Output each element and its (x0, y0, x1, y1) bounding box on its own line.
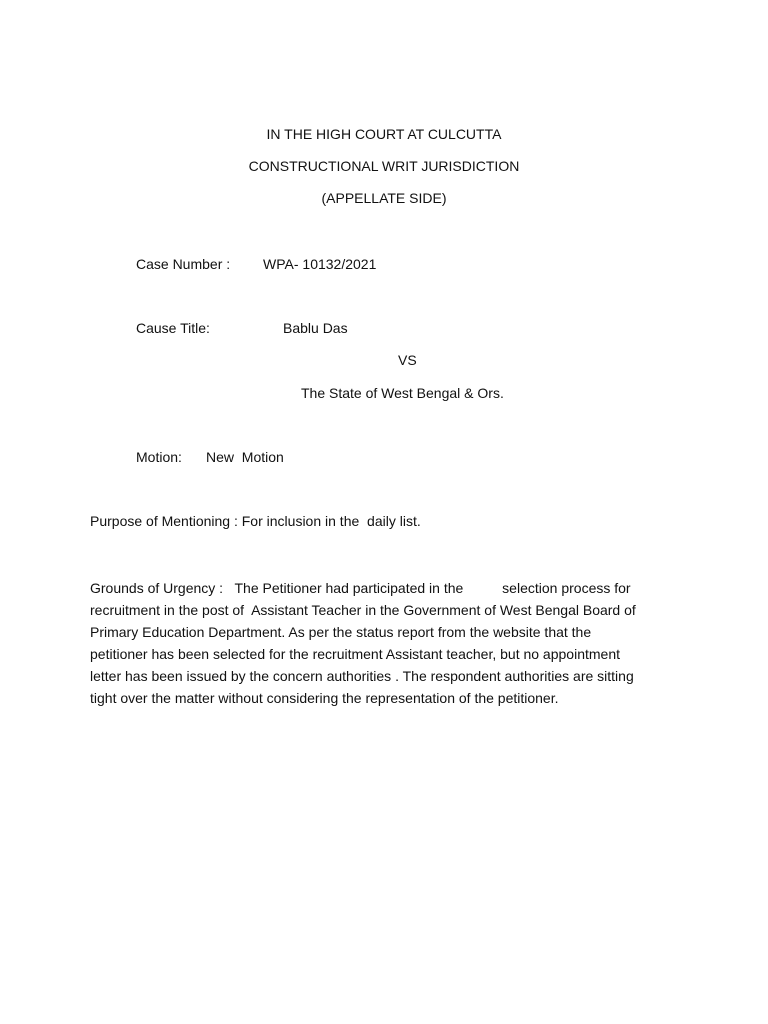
petitioner-name: Bablu Das (283, 320, 348, 336)
grounds-line: tight over the matter without considering the representation of the petitioner. (90, 690, 559, 706)
motion-value: New Motion (206, 449, 284, 465)
case-number-label: Case Number : (136, 256, 231, 272)
side-heading: (APPELLATE SIDE) (321, 190, 447, 206)
cause-title-label: Cause Title: (136, 320, 210, 336)
jurisdiction-heading: CONSTRUCTIONAL WRIT JURISDICTION (248, 158, 520, 174)
grounds-line: letter has been issued by the concern authorities . The respondent authorities are sitting (90, 668, 634, 684)
grounds-line: Primary Education Department. As per the status report from the website that the (90, 624, 592, 640)
purpose-of-mentioning: Purpose of Mentioning : For inclusion in the daily list. (90, 513, 421, 529)
versus-text: VS (398, 352, 417, 368)
grounds-line: recruitment in the post of Assistant Teacher in the Government of West Bengal Board of (90, 602, 636, 618)
motion-label: Motion: (136, 449, 182, 465)
grounds-line: petitioner has been selected for the recruitment Assistant teacher, but no appointment (90, 646, 620, 662)
court-name-heading: IN THE HIGH COURT AT CULCUTTA (266, 126, 502, 142)
grounds-of-urgency-paragraph (90, 577, 670, 709)
respondent-name: The State of West Bengal & Ors. (301, 385, 504, 401)
grounds-line: Grounds of Urgency : The Petitioner had participated in the selection process for (90, 580, 631, 596)
case-number-value: WPA- 10132/2021 (263, 256, 377, 272)
